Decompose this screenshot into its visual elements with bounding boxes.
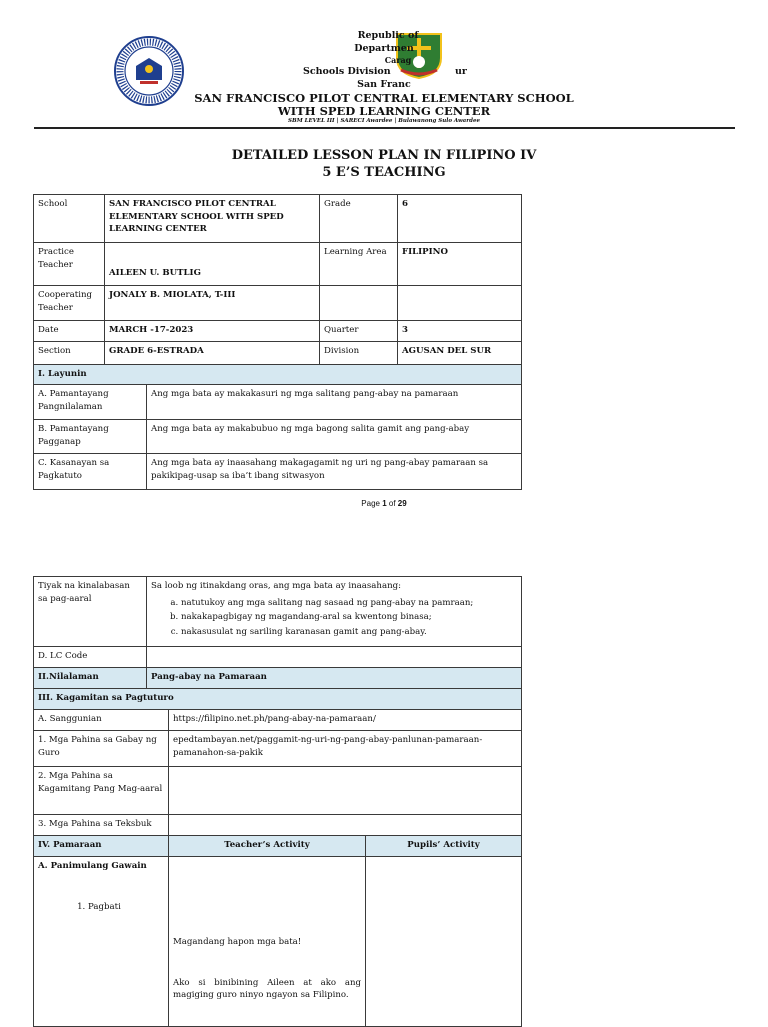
empty-cell	[320, 286, 398, 321]
letterhead-region: Carag	[384, 55, 412, 65]
learning-area-value: FILIPINO	[398, 243, 522, 286]
layunin-label: C. Kasanayan sa Pagkatuto	[34, 454, 147, 490]
layunin-label: A. Pamantayang Pangnilalaman	[34, 385, 147, 420]
kagamitan-header-row	[34, 689, 522, 710]
lesson-procedure-table	[33, 576, 522, 1027]
quarter-label: Quarter	[320, 321, 398, 342]
teksbuk-label: 3. Mga Pahina sa Teksbuk	[34, 815, 169, 836]
division-label: Division	[320, 342, 398, 365]
page-number	[0, 499, 768, 508]
teksbuk-value	[169, 815, 522, 836]
school-value: SAN FRANCISCO PILOT CENTRAL ELEMENTARY SCHOOL WITH SPED LEARNING CENTER	[105, 195, 320, 243]
page-total: 29	[397, 499, 407, 508]
lesson-info-table	[33, 194, 522, 490]
letterhead-school-name-2: WITH SPED LEARNING CENTER	[277, 104, 491, 118]
section-value: GRADE 6-ESTRADA	[105, 342, 320, 365]
kagamitang-label: 2. Mga Pahina sa Kagamitang Pang Mag-aaral	[34, 767, 169, 815]
lc-code-label: D. LC Code	[34, 647, 147, 668]
layunin-value: Ang mga bata ay makabubuo ng mga bagong salita gamit ang pang-abay	[147, 420, 522, 454]
learning-area-label: Learning Area	[320, 243, 398, 286]
pupils-activity-cell	[366, 857, 522, 1027]
layunin-row	[34, 385, 522, 420]
page-prefix: Page	[361, 499, 383, 508]
cooperating-teacher-label: Cooperating Teacher	[34, 286, 105, 321]
pamaraan-label: IV. Pamaraan	[34, 836, 169, 857]
school-label: School	[34, 195, 105, 243]
gabay-value: epedtambayan.net/paggamit-ng-uri-ng-pang-abay-panlunan-pamaraan-pamanahon-sa-pakik	[169, 731, 522, 767]
gabay-row	[34, 731, 522, 767]
letterhead-department: Departmen	[354, 43, 414, 54]
division-value: AGUSAN DEL SUR	[398, 342, 522, 365]
practice-teacher-value: AILEEN U. BUTLIG	[105, 243, 320, 286]
outcome-label: Tiyak na kinalabasan sa pag-aaral	[34, 577, 147, 647]
outcome-item: c. nakasusulat ng sariling karanasan gamit ang pang-abay.	[181, 626, 517, 639]
sanggunian-value: https://filipino.net.ph/pang-abay-na-pamaraan/	[169, 710, 522, 731]
teacher-activity-cell	[169, 857, 366, 1027]
lc-code-value	[147, 647, 522, 668]
letterhead-division: Schools Division	[303, 66, 391, 77]
empty-cell	[398, 286, 522, 321]
practice-teacher-label: Practice Teacher	[34, 243, 105, 286]
letterhead-division-tail: ur	[455, 66, 467, 77]
document-title: DETAILED LESSON PLAN IN FILIPINO IV	[231, 148, 537, 163]
letterhead-divider	[34, 127, 735, 129]
letterhead-city: San Franc	[357, 79, 411, 90]
outcome-item: b. nakakapagbigay ng magandang-aral sa kwentong binasa;	[181, 611, 517, 624]
panimula-row	[34, 857, 522, 1027]
date-value: MARCH -17-2023	[105, 321, 320, 342]
date-label: Date	[34, 321, 105, 342]
layunin-value: Ang mga bata ay makakasuri ng mga salitang pang-abay na pamaraan	[147, 385, 522, 420]
outcome-list	[151, 597, 517, 639]
letterhead-republic: Republic of	[357, 30, 419, 41]
section-label: Section	[34, 342, 105, 365]
quarter-value: 3	[398, 321, 522, 342]
kagamitang-row	[34, 767, 522, 815]
outcome-row	[34, 577, 522, 647]
info-row-school	[34, 195, 522, 243]
panimula-cell	[34, 857, 169, 1027]
grade-value: 6	[398, 195, 522, 243]
nilalaman-row	[34, 668, 522, 689]
pupils-activity-header: Pupils’ Activity	[366, 836, 522, 857]
grade-label: Grade	[320, 195, 398, 243]
nilalaman-label: II.Nilalaman	[34, 668, 147, 689]
page-current: 1	[382, 499, 387, 508]
info-row-section	[34, 342, 522, 365]
lc-code-row	[34, 647, 522, 668]
pagbati-item: 1. Pagbati	[88, 901, 164, 914]
outcome-intro: Sa loob ng itinakdang oras, ang mga bata ay inaasahang:	[151, 581, 402, 591]
document-subtitle: 5 E’S TEACHING	[322, 165, 446, 180]
info-row-date	[34, 321, 522, 342]
teksbuk-row	[34, 815, 522, 836]
info-row-cooperating	[34, 286, 522, 321]
panimula-list	[38, 901, 164, 914]
layunin-label: B. Pamantayang Pagganap	[34, 420, 147, 454]
teacher-activity-header: Teacher’s Activity	[169, 836, 366, 857]
gabay-label: 1. Mga Pahina sa Gabay ng Guro	[34, 731, 169, 767]
outcome-content	[147, 577, 522, 647]
info-row-practice	[34, 243, 522, 286]
teacher-greeting: Magandang hapon mga bata!	[173, 937, 302, 947]
letterhead-awards: SBM LEVEL III | SARECI Awardee | Bulawanong Sulo Awardee	[287, 118, 480, 124]
layunin-header: I. Layunin	[34, 365, 522, 385]
cooperating-teacher-value: JONALY B. MIOLATA, T-III	[105, 286, 320, 321]
sanggunian-row	[34, 710, 522, 731]
letterhead-school-name: SAN FRANCISCO PILOT CENTRAL ELEMENTARY SCHOOL	[194, 91, 574, 105]
kagamitang-value	[169, 767, 522, 815]
layunin-row	[34, 454, 522, 490]
pamaraan-header-row	[34, 836, 522, 857]
nilalaman-value: Pang-abay na Pamaraan	[147, 668, 522, 689]
layunin-header-row	[34, 365, 522, 385]
kagamitan-header: III. Kagamitan sa Pagtuturo	[34, 689, 522, 710]
panimula-label: A. Panimulang Gawain	[38, 861, 147, 871]
page-of: of	[386, 499, 398, 508]
layunin-value: Ang mga bata ay inaasahang makagagamit ng uri ng pang-abay pamaraan sa pakikipag-usap sa iba’t ibang sitwasyon	[147, 454, 522, 490]
teacher-introduction: Ako si binibining Aileen at ako ang magiging guro ninyo ngayon sa Filipino.	[173, 977, 361, 1000]
outcome-item: a. natutukoy ang mga salitang nag sasaad ng pang-abay na pamraan;	[181, 597, 517, 610]
layunin-row	[34, 420, 522, 454]
sanggunian-label: A. Sanggunian	[34, 710, 169, 731]
